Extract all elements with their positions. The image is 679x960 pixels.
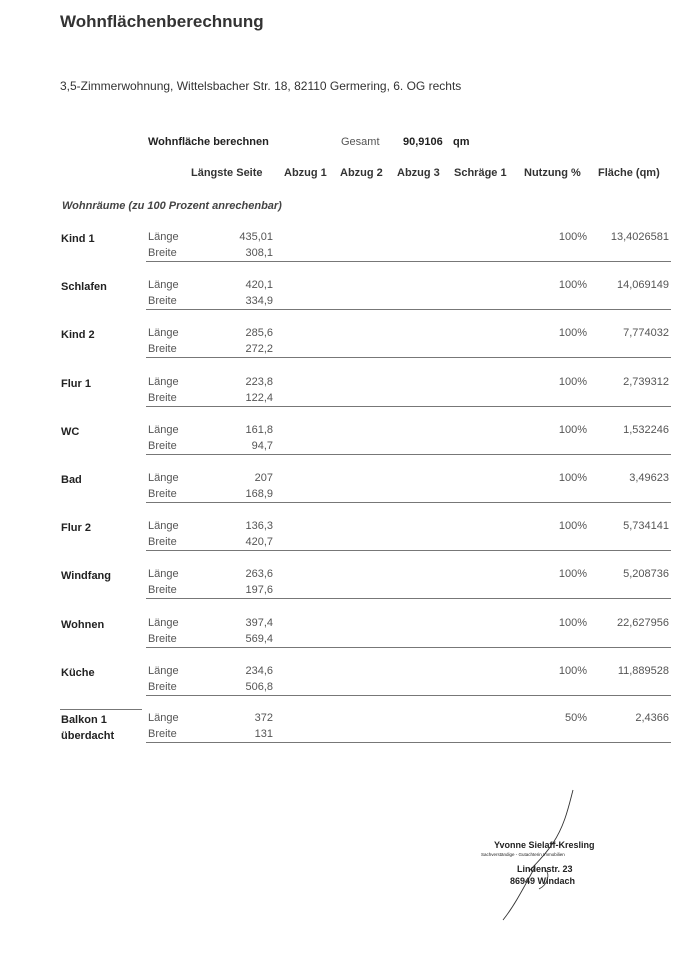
- room-name: Windfang: [61, 570, 111, 583]
- width-value: 272,2: [245, 343, 273, 356]
- divider: [60, 709, 142, 710]
- width-value: 94,7: [251, 439, 273, 452]
- section-heading: Wohnräume (zu 100 Prozent anrechenbar): [62, 200, 282, 212]
- col-header-abzug1: Abzug 1: [284, 167, 327, 179]
- width-label: Breite: [148, 343, 177, 356]
- room-name: Bad: [61, 474, 82, 486]
- area-value: 14,069149: [617, 279, 669, 292]
- length-label: Länge: [148, 375, 179, 388]
- length-label: Länge: [148, 423, 179, 436]
- area-value: 13,4026581: [610, 231, 669, 243]
- table-row: [0, 520, 679, 566]
- area-value: 22,627956: [617, 616, 669, 629]
- divider: [146, 309, 671, 310]
- width-value: 168,9: [245, 488, 273, 500]
- width-label: Breite: [148, 247, 177, 259]
- stamp-name: Yvonne Sielaff-Kresling: [494, 840, 595, 850]
- length-label: Länge: [148, 279, 179, 292]
- usage-value: 100%: [558, 664, 587, 677]
- width-label: Breite: [148, 439, 177, 452]
- width-label: Breite: [148, 728, 177, 740]
- length-value: 161,8: [245, 423, 273, 436]
- room-name: WC: [61, 425, 80, 438]
- area-value: 7,774032: [623, 327, 669, 340]
- table-row-balcony: [0, 712, 679, 758]
- length-value: 263,6: [245, 568, 273, 581]
- area-value: 11,889528: [617, 664, 669, 677]
- room-name: Balkon 1 überdacht: [61, 714, 115, 742]
- col-header-schraege1: Schräge 1: [454, 167, 507, 179]
- divider: [146, 550, 671, 551]
- width-label: Breite: [148, 391, 177, 404]
- width-value: 569,4: [245, 632, 273, 645]
- length-label: Länge: [148, 327, 179, 340]
- width-label: Breite: [148, 632, 177, 645]
- width-label: Breite: [148, 680, 177, 693]
- divider: [146, 406, 671, 407]
- area-value: 1,532246: [623, 423, 669, 436]
- usage-value: 100%: [558, 327, 587, 340]
- length-label: Länge: [148, 520, 179, 533]
- room-name: Wohnen: [61, 618, 105, 631]
- stamp-street: Lindenstr. 23: [517, 864, 573, 874]
- length-value: 207: [254, 472, 273, 484]
- length-value: 136,3: [245, 520, 273, 533]
- length-value: 285,6: [245, 327, 273, 340]
- table-row: [0, 424, 679, 470]
- table-row: [0, 376, 679, 422]
- room-name: Flur 1: [61, 377, 91, 390]
- usage-value: 100%: [558, 616, 587, 629]
- divider: [146, 598, 671, 599]
- width-value: 334,9: [245, 295, 273, 308]
- usage-value: 100%: [558, 520, 587, 533]
- length-value: 223,8: [245, 375, 273, 388]
- table-row: [0, 617, 679, 663]
- length-label: Länge: [148, 712, 179, 724]
- length-value: 420,1: [245, 279, 273, 292]
- width-value: 308,1: [245, 247, 273, 259]
- length-value: 435,01: [239, 231, 273, 243]
- stamp-city: 86949 Windach: [510, 876, 575, 886]
- table-row: [0, 472, 679, 518]
- length-label: Länge: [148, 568, 179, 581]
- table-row: [0, 568, 679, 614]
- total-label: Gesamt: [341, 136, 380, 148]
- usage-value: 100%: [558, 472, 587, 484]
- area-value: 3,49623: [629, 472, 669, 484]
- width-value: 131: [254, 728, 273, 740]
- width-label: Breite: [148, 536, 177, 549]
- room-name: Kind 1: [61, 233, 95, 245]
- usage-value: 100%: [558, 231, 587, 243]
- area-value: 5,734141: [623, 520, 669, 533]
- length-value: 397,4: [245, 616, 273, 629]
- divider: [146, 647, 671, 648]
- area-value: 2,4366: [635, 712, 669, 724]
- width-value: 122,4: [245, 391, 273, 404]
- table-row: [0, 231, 679, 277]
- col-header-area: Fläche (qm): [598, 167, 660, 179]
- room-name: Kind 2: [61, 329, 95, 342]
- length-value: 234,6: [245, 664, 273, 677]
- divider: [146, 261, 671, 262]
- length-label: Länge: [148, 231, 179, 243]
- length-label: Länge: [148, 472, 179, 484]
- usage-value: 100%: [558, 423, 587, 436]
- length-label: Länge: [148, 664, 179, 677]
- room-name: Flur 2: [61, 522, 91, 535]
- room-name: Küche: [61, 666, 95, 679]
- table-row: [0, 279, 679, 325]
- calc-label: Wohnfläche berechnen: [148, 136, 269, 148]
- divider: [146, 742, 671, 743]
- usage-value: 100%: [558, 375, 587, 388]
- total-value: 90,9106: [403, 136, 443, 148]
- usage-value: 100%: [558, 568, 587, 581]
- table-row: [0, 327, 679, 373]
- width-label: Breite: [148, 584, 177, 597]
- col-header-length: Längste Seite: [191, 167, 263, 179]
- property-subtitle: 3,5-Zimmerwohnung, Wittelsbacher Str. 18, 82110 Germering, 6. OG rechts: [60, 79, 462, 93]
- table-row: [0, 665, 679, 711]
- usage-value: 50%: [564, 712, 587, 724]
- length-value: 372: [254, 712, 273, 724]
- col-header-usage: Nutzung %: [524, 167, 581, 179]
- col-header-abzug2: Abzug 2: [340, 167, 383, 179]
- area-value: 2,739312: [623, 375, 669, 388]
- divider: [146, 502, 671, 503]
- divider: [146, 695, 671, 696]
- divider: [146, 357, 671, 358]
- room-name: Schlafen: [61, 281, 107, 294]
- length-label: Länge: [148, 616, 179, 629]
- width-value: 197,6: [245, 584, 273, 597]
- col-header-abzug3: Abzug 3: [397, 167, 440, 179]
- stamp-profession: Sachverständige - Gutachterin Immobilien: [481, 852, 565, 857]
- width-value: 420,7: [245, 536, 273, 549]
- width-label: Breite: [148, 488, 177, 500]
- divider: [146, 454, 671, 455]
- page-title: Wohnflächenberechnung: [60, 12, 264, 31]
- width-label: Breite: [148, 295, 177, 308]
- total-unit: qm: [453, 136, 470, 148]
- area-value: 5,208736: [623, 568, 669, 581]
- usage-value: 100%: [558, 279, 587, 292]
- width-value: 506,8: [245, 680, 273, 693]
